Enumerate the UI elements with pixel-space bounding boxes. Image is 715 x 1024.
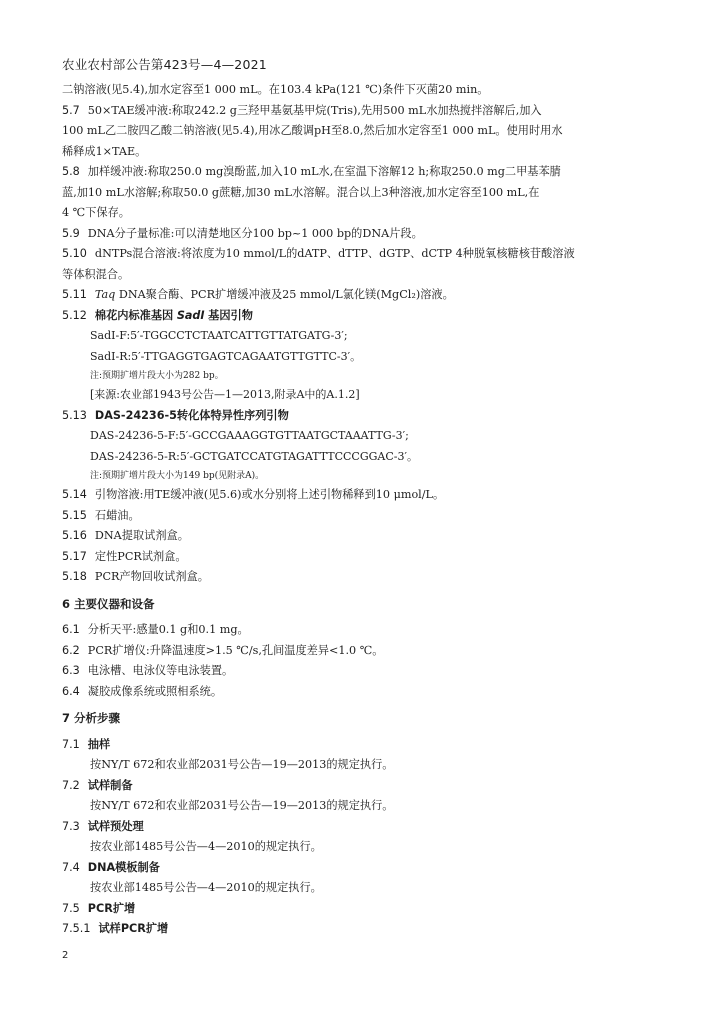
clause-text: PCR扩增仪:升降温速度>1.5 ℃/s,孔间温度差异<1.0 ℃。	[87, 643, 384, 657]
clause-text: DNA分子量标准:可以清楚地区分100 bp~1 000 bp的DNA片段。	[87, 226, 423, 240]
clause-number: 5.9	[62, 226, 80, 240]
clause-number: 5.15	[62, 508, 87, 522]
clause-body: 按农业部1485号公告—4—2010的规定执行。	[90, 840, 322, 853]
source-reference: [来源:农业部1943号公告—1—2013,附录A中的A.1.2]	[90, 388, 360, 401]
clause-5-8-cont: 蓝,加10 mL水溶解;称取50.0 g蔗糖,加30 mL水溶解。混合以上3种溶液,加水定容至100 mL,在	[62, 185, 540, 199]
clause-number: 7.5.1	[62, 922, 91, 935]
clause-6-1	[62, 620, 652, 641]
clause-number: 6.3	[62, 664, 80, 677]
clause-text: 加样缓冲液:称取250.0 mg溴酚蓝,加入10 mL水,在室温下溶解12 h;称取250.0 mg二甲基苯腈	[87, 165, 561, 178]
clause-number: 6.1	[62, 623, 80, 636]
clause-heading: 抽样	[87, 737, 111, 751]
page-header: 农业农村部公告第423号—4—2021	[62, 57, 267, 72]
clause-5-16	[62, 526, 652, 547]
section-heading-6: 6 主要仪器和设备	[62, 596, 155, 611]
clause-5-14	[62, 485, 652, 506]
clause-heading: PCR扩增	[87, 901, 136, 915]
clause-number: 5.18	[62, 570, 87, 583]
note: 注:预期扩增片段大小为282 bp。	[90, 371, 224, 381]
clause-text: dNTPs混合溶液:将浓度为10 mmol/L的dATP、dTTP、dGTP、dCTP 4种脱氧核糖核苷酸溶液	[94, 247, 575, 260]
clause-number: 5.11	[62, 288, 87, 301]
clause-7-4	[62, 858, 652, 879]
clause-7-5-1	[62, 919, 652, 940]
clause-text: 石蜡油。	[94, 508, 140, 522]
section-heading-7: 7 分析步骤	[62, 711, 121, 725]
clause-heading: 棉花内标准基因	[94, 308, 174, 322]
clause-text: 定性PCR试剂盒。	[94, 549, 187, 563]
paragraph: 二钠溶液(见5.4),加水定容至1 000 mL。在103.4 kPa(121 ℃)条件下灭菌20 min。	[62, 83, 489, 96]
primer-forward: DAS-24236-5-F:5′-GCCGAAAGGTGTTAATGCTAAATTG-3′;	[90, 429, 409, 442]
page-number: 2	[62, 950, 69, 961]
clause-number: 6.2	[62, 643, 80, 657]
clause-5-10-cont: 等体积混合。	[62, 267, 130, 281]
primer-reverse: DAS-24236-5-R:5′-GCTGATCCATGTAGATTTCCCGGAC-3′。	[90, 449, 418, 463]
clause-text: DNA提取试剂盒。	[94, 529, 189, 542]
clause-5-12	[62, 306, 652, 327]
clause-7-5	[62, 899, 652, 920]
clause-5-7-cont: 稀释成1×TAE。	[62, 144, 147, 158]
clause-number: 5.16	[62, 529, 87, 542]
clause-text: DNA聚合酶、PCR扩增缓冲液及25 mmol/L氯化镁(MgCl₂)溶液。	[115, 288, 454, 301]
clause-text: PCR产物回收试剂盒。	[94, 570, 209, 583]
clause-number: 6.4	[62, 684, 80, 698]
clause-7-2	[62, 776, 652, 797]
taq-italic: Taq	[94, 288, 116, 301]
clause-text: 凝胶成像系统或照相系统。	[87, 684, 223, 698]
clause-5-7-cont: 100 mL乙二胺四乙酸二钠溶液(见5.4),用冰乙酸调pH至8.0,然后加水定容至1 000 mL。使用时用水	[62, 124, 563, 137]
clause-heading-tail: 基因引物	[208, 308, 253, 322]
clause-number: 7.2	[62, 778, 80, 792]
clause-number: 5.8	[62, 165, 80, 178]
clause-number: 5.10	[62, 247, 87, 260]
clause-number: 7.3	[62, 819, 80, 833]
clause-5-8-cont: 4 ℃下保存。	[62, 206, 130, 219]
clause-body: 按农业部1485号公告—4—2010的规定执行。	[90, 881, 322, 894]
clause-body: 按NY/T 672和农业部2031号公告—19—2013的规定执行。	[90, 758, 394, 771]
clause-5-9	[62, 224, 652, 245]
clause-5-8	[62, 162, 652, 183]
clause-6-4	[62, 682, 652, 703]
clause-text: 分析天平:感量0.1 g和0.1 mg。	[87, 623, 249, 636]
clause-heading: 试样预处理	[87, 819, 144, 833]
clause-6-3	[62, 661, 652, 682]
clause-text: 电泳槽、电泳仪等电泳装置。	[87, 664, 234, 677]
clause-text: 引物溶液:用TE缓冲液(见5.6)或水分别将上述引物稀释到10 μmol/L。	[94, 488, 445, 501]
note: 注:预期扩增片段大小为149 bp(见附录A)。	[90, 471, 265, 481]
clause-5-13	[62, 406, 652, 427]
clause-text: 50×TAE缓冲液:称取242.2 g三羟甲基氨基甲烷(Tris),先用500 mL水加热搅拌溶解后,加入	[87, 103, 542, 117]
primer-forward: SadⅠ-F:5′-TGGCCTCTAATCATTGTTATGATG-3′;	[90, 329, 348, 342]
clause-heading: DAS-24236-5转化体特异性序列引物	[94, 408, 289, 422]
clause-body: 按NY/T 672和农业部2031号公告—19—2013的规定执行。	[90, 799, 394, 812]
clause-7-1	[62, 735, 652, 756]
clause-number: 5.17	[62, 549, 87, 563]
clause-heading: DNA模板制备	[87, 860, 160, 874]
clause-5-7	[62, 101, 652, 122]
clause-5-17	[62, 547, 652, 568]
clause-6-2	[62, 641, 652, 662]
clause-number: 7.4	[62, 860, 80, 874]
clause-number: 5.7	[62, 103, 80, 117]
clause-7-3	[62, 817, 652, 838]
clause-5-11	[62, 285, 652, 306]
clause-5-10	[62, 244, 652, 265]
clause-5-15	[62, 506, 652, 527]
gene-name: SadⅠ	[176, 308, 205, 322]
clause-number: 7.5	[62, 901, 80, 915]
clause-number: 7.1	[62, 737, 80, 751]
clause-number: 5.14	[62, 488, 87, 501]
clause-heading: 试样PCR扩增	[98, 922, 169, 935]
clause-number: 5.13	[62, 408, 87, 422]
clause-number: 5.12	[62, 308, 87, 322]
clause-heading: 试样制备	[87, 778, 133, 792]
primer-reverse: SadⅠ-R:5′-TTGAGGTGAGTCAGAATGTTGTTC-3′。	[90, 349, 362, 363]
clause-5-18	[62, 567, 652, 588]
page-content	[62, 80, 652, 940]
